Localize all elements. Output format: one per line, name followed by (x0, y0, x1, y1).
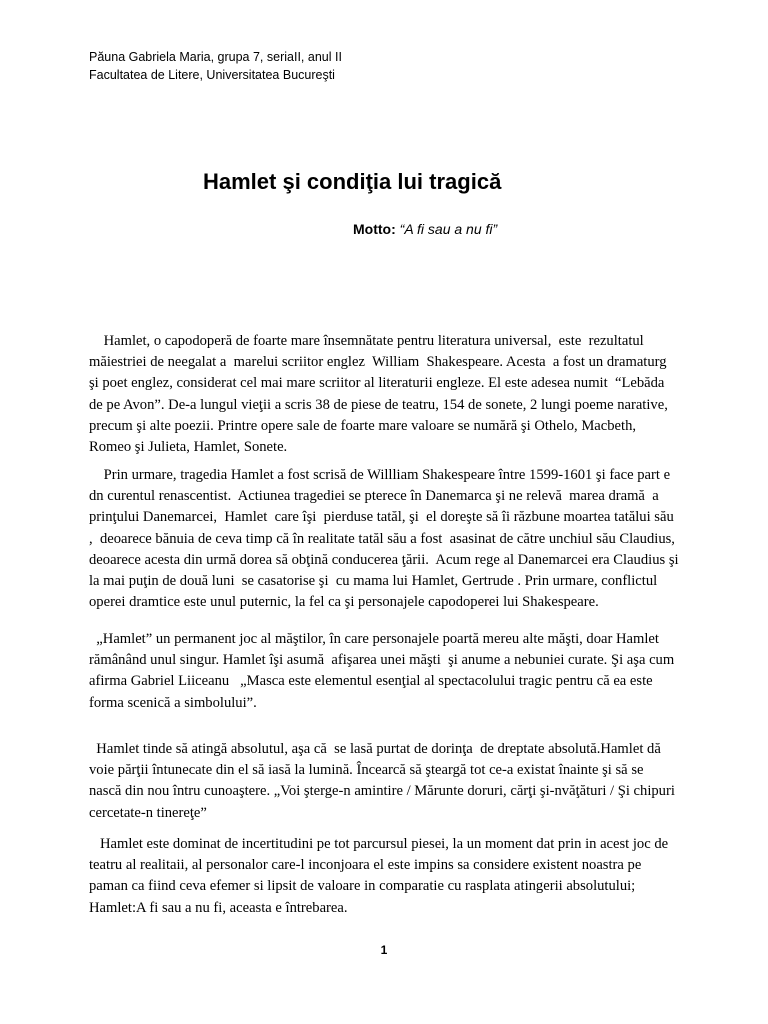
author-line: Păuna Gabriela Maria, grupa 7, seriaII, anul II (89, 50, 342, 64)
paragraph: „Hamlet” un permanent joc al măştilor, în care personajele poartă mereu alte măşti, doar Hamlet rămânând unul singur. Hamlet îşi asumă afişarea unei măşti şi anume a nebuniei curate. Şi aşa cum afirma Gabriel Liiceanu „Masca este elementul esenţial al spectacolului tragic pentru că ea este forma scenică a simbolului”. (89, 631, 678, 711)
paragraph-absolute (89, 739, 679, 824)
paragraph-plot (89, 465, 683, 613)
paragraph: Hamlet, o capodoperă de foarte mare însemnătate pentru literatura universal, este rezultatul măiestriei de neegalat a marelui scriitor englez William Shakespeare. Acesta a fost un dramaturg şi poet englez, considerat cel mai mare scriitor al literaturii engleze. El este adesea numit “Lebăda de pe Avon”. De-a lungul vieţii a scris 38 de piese de teatru, 154 de sonete, 2 lungi poeme narative, precum şi alte poezii. Printre opere sale de foarte mare valoare se numără şi Othelo, Macbeth, Romeo şi Julieta, Hamlet, Sonete. (89, 333, 672, 456)
paragraph-masks (89, 629, 679, 714)
paragraph: Hamlet tinde să atingă absolutul, aşa că se lasă purtat de dorinţa de dreptate absolută.Hamlet dă voie părţii întunecate din el să iasă la lumină. Încearcă să şteargă tot ce-a existat înainte şi să se nască din nou întru cunoaştere. „Voi şterge-n amintire / Mărunte doruri, cărţi şi-nvăţături / Şi chipuri cercetate-n tinereţe” (89, 741, 679, 821)
faculty-line: Facultatea de Litere, Universitatea Bucureşti (89, 68, 335, 82)
motto-label: Motto: (353, 221, 400, 237)
paragraph: Hamlet este dominat de incertitudini pe tot parcursul piesei, la un moment dat prin in acest joc de teatru al realitaii, al personalor care-l inconjoara el este impins sa considere existent noastra pe paman ca fiind ceva efemer si lipsit de valoare in comparatie cu rasplata atingerii absolutului; Hamlet:A fi sau a nu fi, aceasta e întrebarea. (89, 836, 672, 916)
page-title: Hamlet şi condiţia lui tragică (203, 169, 502, 194)
paragraph: Prin urmare, tragedia Hamlet a fost scrisă de Willliam Shakespeare între 1599-1601 şi face part e dn curentul renascentist. Actiunea tragediei se pterece în Danemarca şi ne relevă marea dramă a prinţului Danemarcei, Hamlet care îşi pierduse tatăl, şi el doreşte să îi răzbune moartea tatălui său , deoarece bănuia de ceva timp că în realitate tatăl său a fost asasinat de către unchiul său Claudius, deoarece acesta din urmă dorea să obţină conducerea ţării. Acum rege al Danemarcei era Claudius şi la mai puţin de două luni se casatorise şi cu mama lui Hamlet, Gertrude . Prin urmare, conflictul operei dramtice este unul puternic, la fel ca şi personajele capodoperei lui Shakespeare. (89, 467, 683, 611)
motto (353, 220, 497, 238)
paragraph-intro (89, 331, 679, 458)
page-number: 1 (380, 943, 388, 957)
document-header (89, 48, 342, 84)
motto-quote: “A fi sau a nu fi” (399, 221, 498, 237)
paragraph-uncertainty (89, 834, 679, 919)
